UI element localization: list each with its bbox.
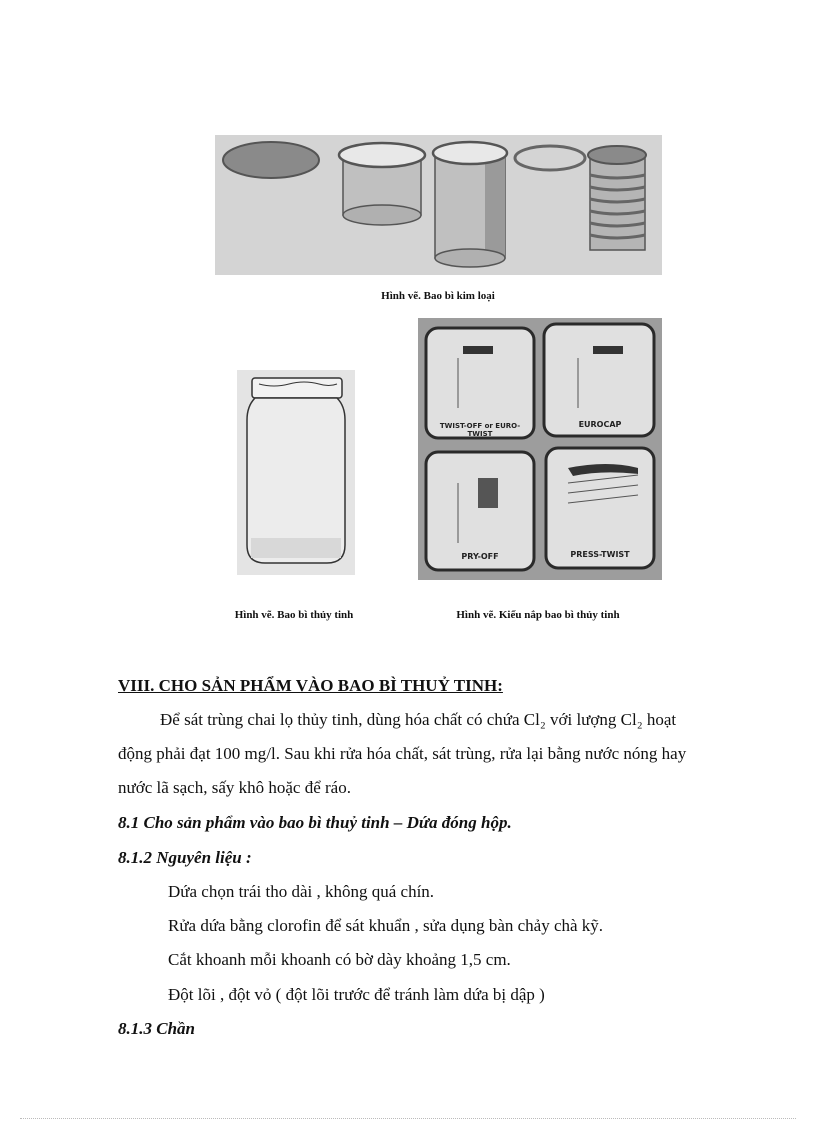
subsection-8-1: 8.1 Cho sản phẩm vào bao bì thuỷ tinh – Dứa đóng hộp. <box>118 813 512 832</box>
cap-label-eurocap: EUROCAP <box>578 420 622 429</box>
caps-figure-caption: Hình vẽ. Kiểu nắp bao bì thủy tinh <box>456 609 620 621</box>
cap-label-twist-off: TWIST-OFF or EURO-TWIST <box>439 422 521 438</box>
subsection-8-1-2: 8.1.2 Nguyên liệu : <box>118 848 252 867</box>
list-item: Rửa dứa bằng clorofin để sát khuẩn , sửa dụng bàn chảy chà kỹ. <box>168 916 604 935</box>
glass-jar-drawing <box>237 370 355 575</box>
intro-line-1: Để sát trùng chai lọ thủy tinh, dùng hóa chất có chứa Cl₂ với lượng Cl₂ hoạt <box>160 710 677 729</box>
glass-caps-figure <box>418 318 662 580</box>
metal-packaging-drawing <box>215 135 662 275</box>
intro-line-3: nước lã sạch, sấy khô hoặc để ráo. <box>118 778 351 797</box>
cap-label-press-twist: PRESS-TWIST <box>570 550 630 559</box>
metal-figure-caption: Hình vẽ. Bao bì kim loại <box>381 290 495 302</box>
list-item: Cắt khoanh mỗi khoanh có bờ dày khoảng 1,5 cm. <box>168 950 511 969</box>
intro-line-2: động phải đạt 100 mg/l. Sau khi rửa hóa chất, sát trùng, rửa lại bằng nước nóng hay <box>118 744 687 763</box>
list-item: Dứa chọn trái tho dài , không quá chín. <box>168 882 435 901</box>
glass-jar-figure <box>237 370 355 575</box>
subsection-8-1-3: 8.1.3 Chần <box>118 1019 195 1038</box>
section-heading: VIII. CHO SẢN PHẨM VÀO BAO BÌ THUỶ TINH: <box>118 676 503 695</box>
glass-caps-drawing <box>418 318 662 580</box>
cap-label-pry-off: PRY-OFF <box>461 552 499 561</box>
metal-packaging-figure <box>215 135 662 275</box>
glass-figure-caption: Hình vẽ. Bao bì thủy tinh <box>234 609 354 621</box>
list-item: Đột lõi , đột vỏ ( đột lõi trước để tránh làm dứa bị dập ) <box>168 985 545 1004</box>
page-bottom-divider <box>20 1118 796 1119</box>
